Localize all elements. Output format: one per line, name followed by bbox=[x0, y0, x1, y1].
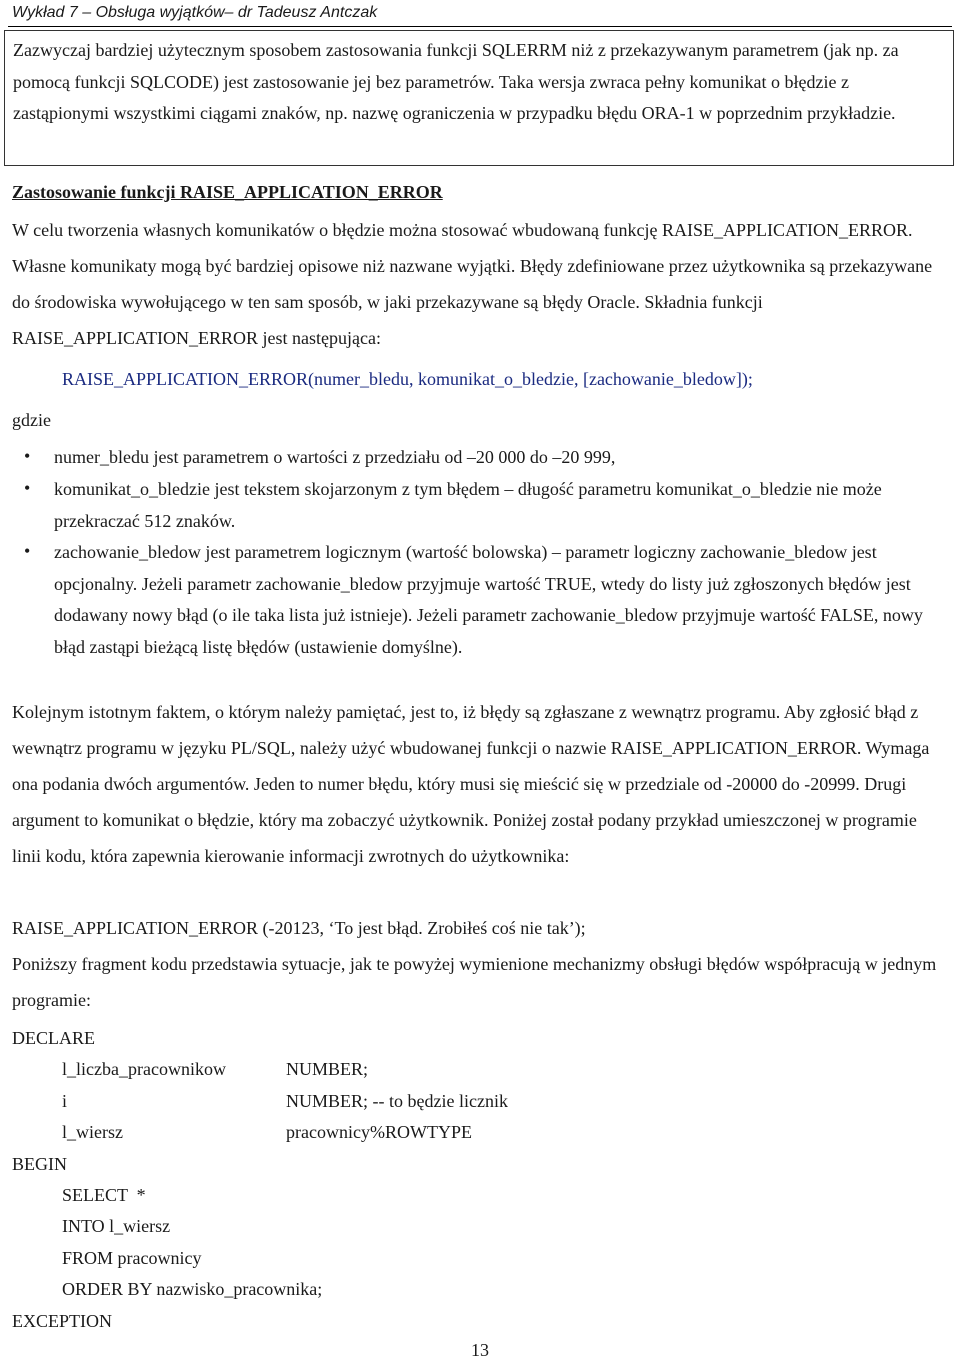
bullet-item: numer_bledu jest parametrem o wartości z przedziału od –20 000 do –20 999, bbox=[54, 447, 616, 467]
code-exception: EXCEPTION bbox=[12, 1311, 112, 1331]
syntax-line: RAISE_APPLICATION_ERROR(numer_bledu, komunikat_o_bledzie, [zachowanie_bledow]); bbox=[62, 369, 753, 389]
code-line: INTO l_wiersz bbox=[62, 1216, 171, 1236]
page-number: 13 bbox=[471, 1340, 489, 1360]
note-box bbox=[4, 30, 954, 166]
note-box-text: Zazwyczaj bardziej użytecznym sposobem zastosowania funkcji SQLERRM niż z przekazywanym parametrem (jak np. za pomocą funkcji SQLCODE) jest zastosowanie jej bez parametrów. Taka wersja zwraca pełny komunikat o błędzie z zastąpionymi wszystkimi ciągami znaków, np. nazwę ograniczenia w przypadku błędu ORA-1 w poprzednim przykładzie. bbox=[13, 40, 899, 123]
page-header bbox=[8, 0, 952, 27]
bullet-marker: • bbox=[24, 541, 31, 561]
bullet-marker: • bbox=[24, 478, 31, 498]
gdzie-label: gdzie bbox=[12, 410, 51, 430]
fact-paragraph: Kolejnym istotnym faktem, o którym należy pamiętać, jest to, iż błędy są zgłaszane z wewnątrz programu. Aby zgłosić błąd z wewnątrz programu w języku PL/SQL, należy użyć wbudowanej funkcji o nazwie RAISE_APPLICATION_ERROR. Wymaga ona podania dwóch argumentów. Jeden to numer błędu, który musi się mieścić się w przedziale od -20000 do -20999. Drugi argument to komunikat o błędzie, który ma zobaczyć użytkownik. Poniżej został podany przykład umieszczonej w programie linii kodu, która zapewnia kierowanie informacji zwrotnych do użytkownika: bbox=[12, 702, 930, 866]
example-line: RAISE_APPLICATION_ERROR (-20123, ‘To jest błąd. Zrobiłeś coś nie tak’); bbox=[12, 918, 586, 938]
code-var-name: l_wiersz bbox=[62, 1122, 123, 1142]
code-declare: DECLARE bbox=[12, 1028, 95, 1048]
header-title: Wykład 7 – Obsługa wyjątków– dr Tadeusz Antczak bbox=[12, 4, 378, 21]
fragment-paragraph: Poniższy fragment kodu przedstawia sytuacje, jak te powyżej wymienione mechanizmy obsługi błędów współpracują w jednym programie: bbox=[12, 954, 937, 1010]
intro-paragraph: W celu tworzenia własnych komunikatów o błędzie można stosować wbudowaną funkcję RAISE_APPLICATION_ERROR. Własne komunikaty mogą być bardziej opisowe niż nazwane wyjątki. Błędy zdefiniowane przez użytkownika są przekazywane do środowiska wywołującego w ten sam sposób, w jaki przekazywane są błędy Oracle. Składnia funkcji RAISE_APPLICATION_ERROR jest następująca: bbox=[12, 220, 933, 348]
code-var-name: i bbox=[62, 1091, 68, 1111]
code-var-type: pracownicy%ROWTYPE bbox=[286, 1122, 472, 1142]
code-line: FROM pracownicy bbox=[62, 1248, 202, 1268]
bullet-marker: • bbox=[24, 446, 31, 466]
code-line: ORDER BY nazwisko_pracownika; bbox=[62, 1279, 323, 1299]
bullet-item: zachowanie_bledow jest parametrem logicznym (wartość bolowska) – parametr logiczny zachowanie_bledow jest opcjonalny. Jeżeli parametr zachowanie_bledow przyjmuje wartość TRUE, wtedy do listy już zgłoszonych błędów jest dodawany nowy błąd (o ile taka lista już istnieje). Jeżeli parametr zachowanie_bledow przyjmuje wartość FALSE, nowy błąd zastąpi bieżącą listę błędów (ustawienie domyślne). bbox=[54, 542, 923, 657]
code-var-type: NUMBER; bbox=[286, 1059, 369, 1079]
code-line: SELECT * bbox=[62, 1185, 146, 1205]
code-var-type: NUMBER; -- to będzie licznik bbox=[286, 1091, 508, 1111]
section-heading: Zastosowanie funkcji RAISE_APPLICATION_ERROR bbox=[12, 182, 443, 202]
bullet-item: komunikat_o_bledzie jest tekstem skojarzonym z tym błędem – długość parametru komunikat_o_bledzie nie może przekraczać 512 znaków. bbox=[54, 479, 882, 531]
code-var-name: l_liczba_pracownikow bbox=[62, 1059, 226, 1079]
code-begin: BEGIN bbox=[12, 1154, 67, 1174]
